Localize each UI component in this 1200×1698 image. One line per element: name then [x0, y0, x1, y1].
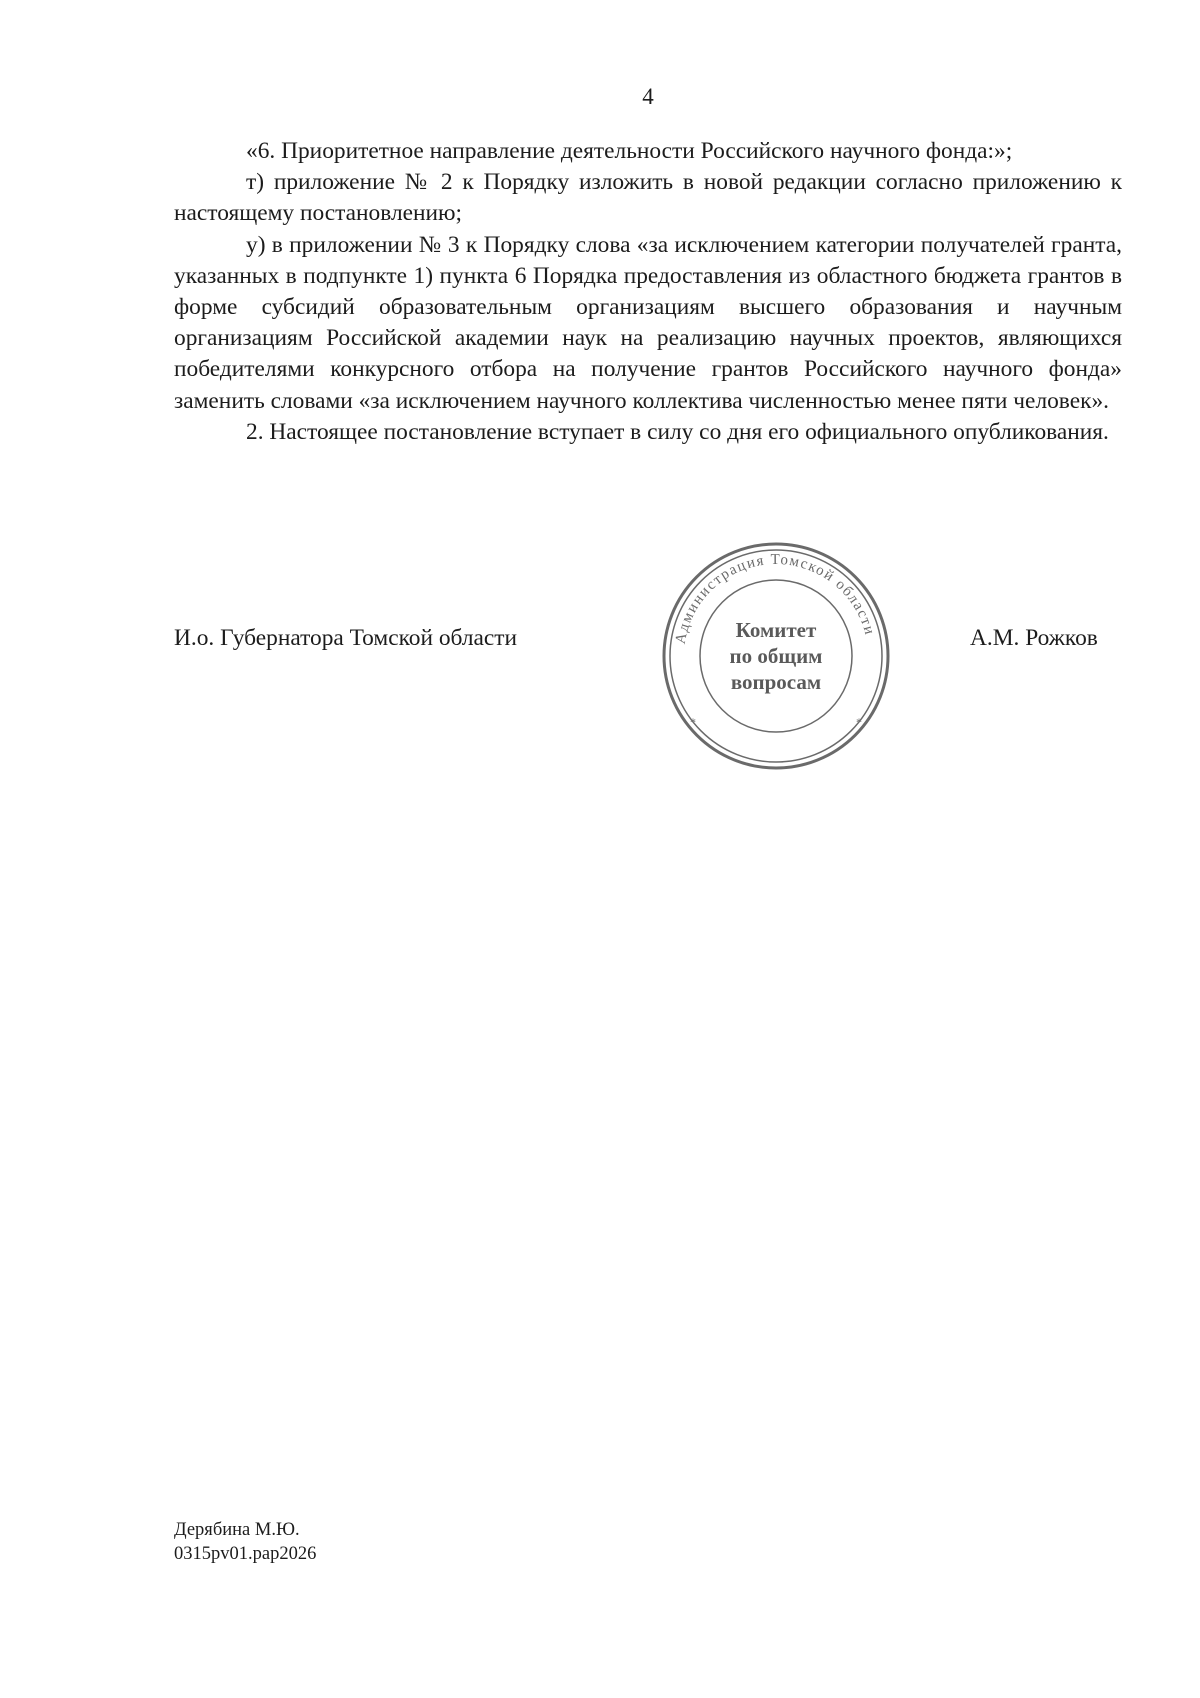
stamp-line-2: по общим	[729, 644, 823, 668]
signatory-position: И.о. Губернатора Томской области	[174, 625, 518, 651]
paragraph-1: «6. Приоритетное направление деятельности Российского научного фонда:»;	[246, 138, 1013, 164]
body-text	[174, 136, 1122, 448]
paragraph-4: 2. Настоящее постановление вступает в силу со дня его официального опубликования.	[246, 418, 1109, 445]
stamp-ring-text: Администрация Томской области	[672, 551, 878, 646]
stamp-star-right: *	[856, 715, 862, 729]
signatory-name: А.М. Рожков	[970, 625, 1098, 651]
stamp-line-3: вопросам	[730, 670, 822, 694]
stamp-graphic	[660, 540, 892, 772]
stamp-star-left: *	[690, 715, 696, 729]
footer-author: Дерябина М.Ю.	[174, 1520, 300, 1540]
stamp-line-1: Комитет	[735, 618, 817, 642]
footer-file: 0315pv01.pap2026	[174, 1544, 317, 1564]
page-number: 4	[642, 84, 654, 109]
paragraph-2: т) приложение № 2 к Порядку изложить в новой редакции согласно приложению к настоящему постановлению;	[174, 169, 1122, 227]
footer	[174, 1518, 316, 1566]
official-stamp	[660, 540, 892, 772]
paragraph-3: у) в приложении № 3 к Порядку слова «за исключением категории получателей гранта, указанных в подпункте 1) пункта 6 Порядка предоставления из областного бюджета грантов в форме субсидий образовательным организациям высшего образования и научным организациям Российской академии наук на реализацию научных проектов, являющихся победителями конкурсного отбора на получение грантов Российского научного фонда» заменить словами «за исключением научного коллектива численностью менее пяти человек».	[174, 231, 1122, 414]
